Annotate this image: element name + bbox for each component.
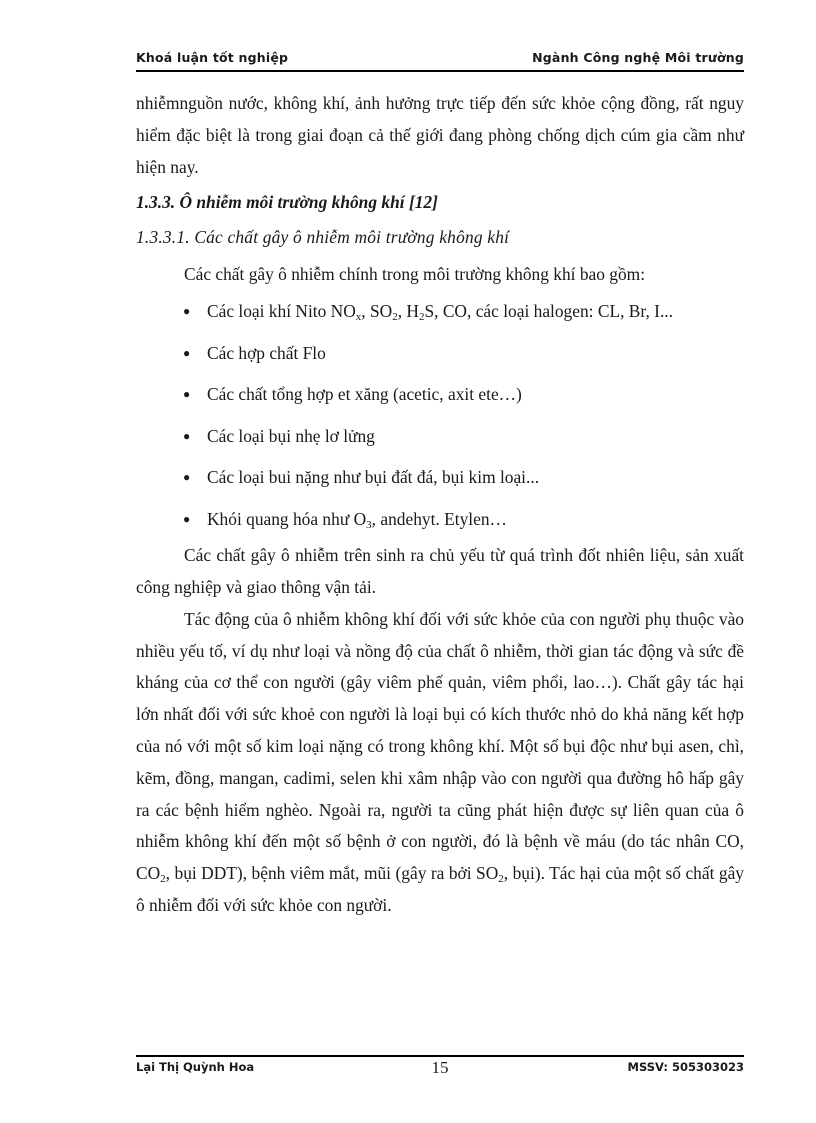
subsection-heading: 1.3.3.1. Các chất gây ô nhiễm môi trường không khí	[136, 227, 510, 248]
header-thesis-title: Khoá luận tốt nghiệp	[136, 50, 289, 65]
page-body	[136, 88, 744, 922]
list-item: ● Các hợp chất Flo	[183, 333, 744, 375]
page-header	[136, 50, 744, 70]
header-divider	[136, 70, 744, 72]
list-item: ● Các loại bụi nhẹ lơ lửng	[183, 416, 744, 458]
header-department: Ngành Công nghệ Môi trường	[532, 50, 744, 65]
pollutant-list	[136, 291, 744, 540]
page-footer	[136, 1058, 744, 1080]
list-item: ● Các loại khí Nito $NO_x$, $SO_2$, $H_2S$, CO, các loại halogen: CL, Br, I...	[183, 291, 744, 333]
bullet-icon: ●	[183, 387, 191, 402]
bullet-icon: ●	[183, 304, 191, 319]
bullet-icon: ●	[183, 511, 191, 526]
bullet-icon: ●	[183, 345, 191, 360]
list-item: ● Các chất tổng hợp et xăng (acetic, axit ete…)	[183, 374, 744, 416]
bullet-icon: ●	[183, 428, 191, 443]
footer-author: Lại Thị Quỳnh Hoa	[136, 1060, 255, 1074]
paragraph-continuation: nhiễmnguồn nước, không khí, ảnh hưởng trực tiếp đến sức khỏe cộng đồng, rất nguy hiểm đặc biệt là trong giai đoạn cả thế giới đang phòng chống dịch cúm gia cầm như hiện nay.	[136, 93, 744, 177]
section-heading: 1.3.3. Ô nhiễm môi trường không khí [12]	[136, 192, 438, 213]
footer-divider	[136, 1055, 744, 1057]
bullet-icon: ●	[183, 470, 191, 485]
page-number: 15	[431, 1058, 449, 1077]
list-item: ● Các loại bui nặng như bụi đất đá, bụi kim loại...	[183, 457, 744, 499]
paragraph-health-effects: Tác động của ô nhiễm không khí đối với sức khỏe của con người phụ thuộc vào nhiều yếu tố, ví dụ như loại và nồng độ của chất ô nhiễm, thời gian tác động và sức đề kháng của cơ thể con người (gây viêm phế quản, viêm phổi, lao…). Chất gây tác hại lớn nhất đối với sức khoẻ con người là loại bụi có kích thước nhỏ do khả năng kết hợp của nó với một số kim loại nặng có trong không khí. Một số bụi độc như bụi asen, chì, kẽm, đồng, mangan, cadimi, selen khi xâm nhập vào con người qua đường hô hấp gây ra các bệnh hiểm nghèo. Ngoài ra, người ta cũng phát hiện được sự liên quan của ô nhiễm không khí đến một số bệnh ở con người, đó là bệnh về máu (do tác nhân CO, $CO_2$, bụi DDT), bệnh viêm mắt, mũi (gây ra bởi $SO_2$, bụi). Tác hại của một số chất gây ô nhiễm đối với sức khỏe con người.	[136, 608, 744, 915]
footer-student-id: MSSV: 505303023	[627, 1060, 744, 1074]
paragraph-sources: Các chất gây ô nhiễm trên sinh ra chủ yếu từ quá trình đốt nhiên liệu, sản xuất công nghiệp và giao thông vận tải.	[136, 545, 744, 597]
list-item: ● Khói quang hóa như $O_3$, andehyt. Etylen…	[183, 499, 744, 541]
list-intro: Các chất gây ô nhiễm chính trong môi trường không khí bao gồm:	[184, 264, 646, 285]
